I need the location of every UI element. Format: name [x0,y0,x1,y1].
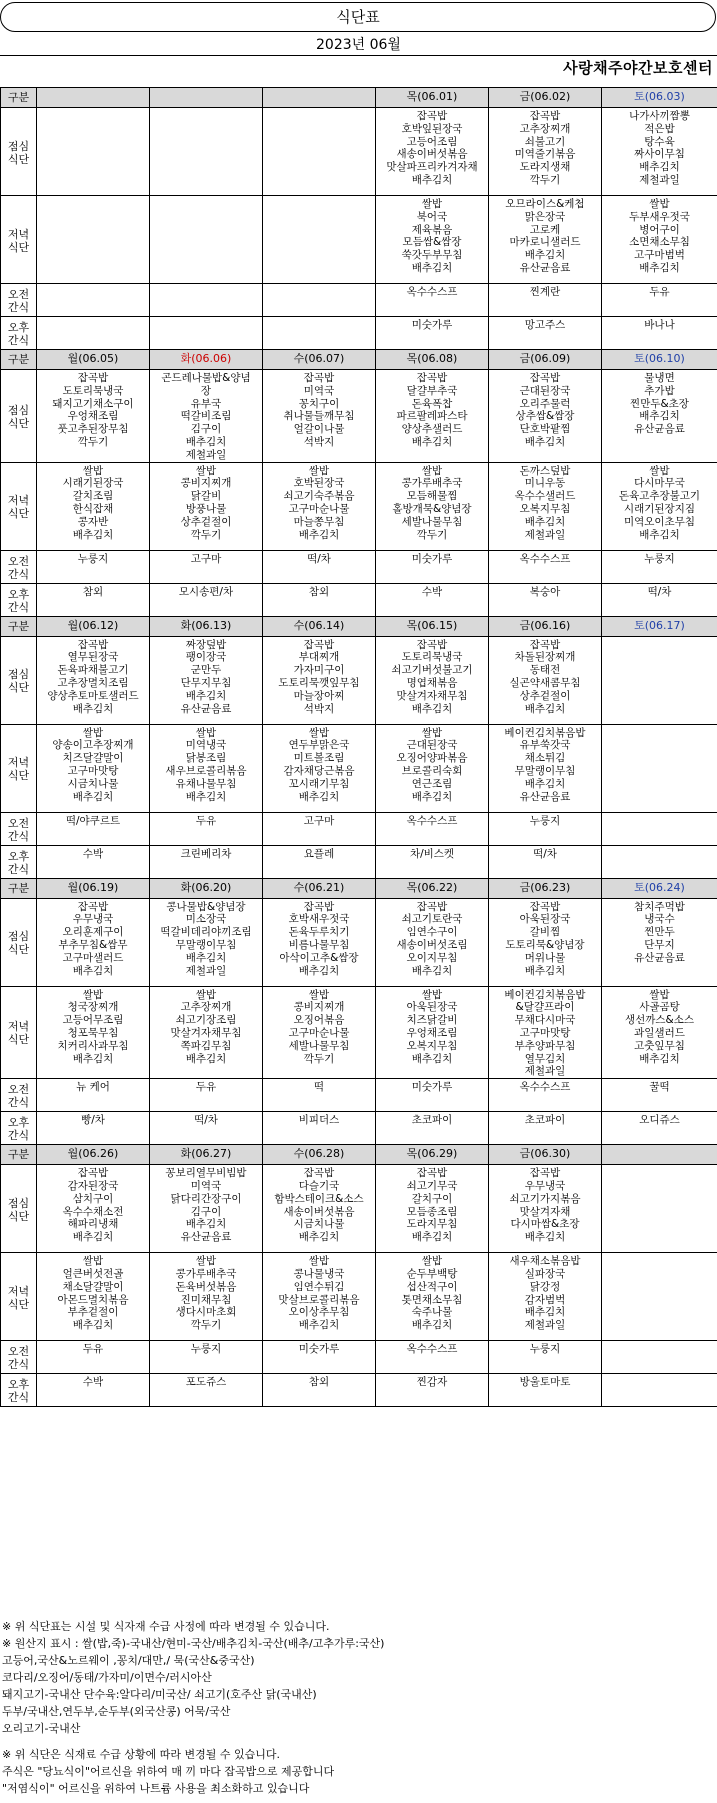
dinner-cell: 쌀밥 콩가루배추국 모듬해물찜 홀방개묵&양념장 세발나물무침 깍두기 [376,462,489,550]
pm-snack-cell: 요플레 [263,845,376,878]
week-4-dinner-row [1,986,717,1079]
day-header: 토(06.03) [602,88,717,108]
lunch-cell: 잡곡밥 도토리묵냉국 돼지고기채소구이 우엉채조림 풋고추된장무침 깍두기 [37,370,150,463]
pm-snack-cell: 초코파이 [489,1112,602,1145]
pm-snack-cell [602,1374,717,1407]
dinner-cell: 쌀밥 두부새우젓국 병어구이 소면채소무침 고구마범벅 배추김치 [602,196,717,284]
day-header: 금(06.16) [489,616,602,636]
am-snack-cell [602,1341,717,1374]
pm-snack-cell: 수박 [37,1374,150,1407]
dinner-cell [150,196,263,284]
lunch-cell: 잡곡밥 달걀부추국 돈육폭찹 파르팔레파스타 양상추샐러드 배추김치 [376,370,489,463]
pm-snack-cell: 오디쥬스 [602,1112,717,1145]
day-header: 목(06.22) [376,878,489,898]
day-header: 화(06.27) [150,1145,263,1165]
lunch-cell: 물냉면 추가밥 찐만두&초장 배추김치 유산균음료 [602,370,717,463]
pm-snack-cell: 비피더스 [263,1112,376,1145]
week-5-dinner-row [1,1253,717,1341]
week-1-days-row [1,88,717,108]
am-snack-cell: 누룽지 [150,1341,263,1374]
dinner-cell: 쌀밥 미역냉국 닭봉조림 새우브로콜리볶음 유채나물무침 배추김치 [150,724,263,812]
dinner-cell: 쌀밥 다시마무국 돈육고추장불고기 시래기된장지짐 미역오이초무침 배추김치 [602,462,717,550]
row-label: 오후 간식 [1,583,37,616]
lunch-cell: 곤드레나물밥&양념 장 유부국 떡갈비조림 김구이 배추김치 제철과일 [150,370,263,463]
footnote-origin-tofu: 두부/국내산,연두부,순두부(외국산콩) 어묵/국산 [2,1705,231,1718]
lunch-cell [602,1165,717,1253]
day-header: 수(06.28) [263,1145,376,1165]
am-snack-cell: 누룽지 [489,812,602,845]
pm-snack-cell: 초코파이 [376,1112,489,1145]
week-4-lunch-row [1,898,717,986]
lunch-cell: 잡곡밥 도토리묵냉국 쇠고기버섯불고기 명엽채볶음 맛살겨자채무침 배추김치 [376,636,489,724]
lunch-cell: 콩나물밥&양념장 미소장국 떡갈비데리야끼조림 무말랭이무침 배추김치 제철과일 [150,898,263,986]
dinner-cell: 쌀밥 순두부백탕 섭산적구이 톳면채소무침 숙주나물 배추김치 [376,1253,489,1341]
pm-snack-cell: 떡/차 [150,1112,263,1145]
day-header: 목(06.29) [376,1145,489,1165]
footnote-low-sodium: "저염식이" 어르신을 위하여 나트륨 사용을 최소화하고 있습니다 [2,1782,310,1795]
pm-snack-cell: 복숭아 [489,583,602,616]
am-snack-cell: 떡 [263,1079,376,1112]
lunch-cell [37,108,150,196]
dinner-cell: 쌀밥 콩비지찌개 오징어볶음 고구마순나물 세발나물무침 깍두기 [263,986,376,1079]
row-label: 저녁 식단 [1,462,37,550]
dinner-cell: 쌀밥 근대된장국 오징어양파볶음 브로콜리숙회 연근조림 배추김치 [376,724,489,812]
week-1-lunch-row [1,108,717,196]
day-header: 월(06.05) [37,350,150,370]
am-snack-cell: 두유 [37,1341,150,1374]
dinner-cell: 쌀밥 콩가루배추국 돈육버섯볶음 진미채무침 생다시마초회 깍두기 [150,1253,263,1341]
row-label: 오전 간식 [1,550,37,583]
page-title: 식단표 [0,2,716,32]
day-header: 화(06.20) [150,878,263,898]
am-snack-cell: 미숫가루 [376,550,489,583]
day-header [150,88,263,108]
row-label: 점심 식단 [1,108,37,196]
lunch-cell: 꽁보리열무비빔밥 미역국 닭다리간장구이 김구이 배추김치 유산균음료 [150,1165,263,1253]
row-label: 구분 [1,350,37,370]
row-label: 오전 간식 [1,1079,37,1112]
day-header [602,1145,717,1165]
am-snack-cell: 옥수수스프 [376,284,489,317]
lunch-cell: 잡곡밥 다슬기국 함박스테이크&소스 새송이버섯볶음 시금치나물 배추김치 [263,1165,376,1253]
day-header: 목(06.15) [376,616,489,636]
pm-snack-cell: 참외 [37,583,150,616]
footnote-diabetic: 주식은 "당뇨식이"어르신을 위하여 매 끼 마다 잡곡밥으로 제공합니다 [2,1765,335,1778]
pm-snack-cell: 방울토마토 [489,1374,602,1407]
dinner-cell [602,724,717,812]
row-label: 오전 간식 [1,284,37,317]
row-label: 저녁 식단 [1,986,37,1079]
day-header: 월(06.12) [37,616,150,636]
row-label: 오후 간식 [1,1112,37,1145]
lunch-cell: 잡곡밥 아욱된장국 갈비찜 도토리묵&양념장 머위나물 배추김치 [489,898,602,986]
am-snack-cell: 떡/야쿠르트 [37,812,150,845]
row-label: 점심 식단 [1,898,37,986]
week-3-lunch-row [1,636,717,724]
lunch-cell: 잡곡밥 고추장찌개 쇠불고기 미역줄기볶음 도라지생채 깍두기 [489,108,602,196]
dinner-cell: 쌀밥 콩나물냉국 임연수튀김 맛살브로콜리볶음 오이상추무침 배추김치 [263,1253,376,1341]
dinner-cell [37,196,150,284]
pm-snack-cell: 크린베리차 [150,845,263,878]
row-label: 구분 [1,1145,37,1165]
row-label: 구분 [1,88,37,108]
am-snack-cell: 찐계란 [489,284,602,317]
pm-snack-cell: 수박 [37,845,150,878]
dinner-cell: 쌀밥 콩비지찌개 닭갈비 방풍나물 상추겉절이 깍두기 [150,462,263,550]
dinner-cell: 쌀밥 호박된장국 쇠고기숙주볶음 고구마순나물 마늘쫑무침 배추김치 [263,462,376,550]
row-label: 저녁 식단 [1,724,37,812]
center-name: 사랑채주야간보호센터 [563,59,713,77]
week-3-days-row [1,616,717,636]
lunch-cell: 잡곡밥 우무냉국 쇠고기가지볶음 맛살겨자채 다시마쌈&초장 배추김치 [489,1165,602,1253]
footnote-origin: ※ 원산지 표시 : 쌀(밥,죽)-국내산/현미-국산/배추김치-국산(배추/고추가루:국산) [2,1637,385,1650]
pm-snack-cell: 모시송편/차 [150,583,263,616]
am-snack-cell: 뉴 케어 [37,1079,150,1112]
am-snack-cell: 미숫가루 [263,1341,376,1374]
lunch-cell: 잡곡밥 열무된장국 돈육파채불고기 고추장멸치조림 양상추토마토샐러드 배추김치 [37,636,150,724]
pm-snack-cell: 수박 [376,583,489,616]
am-snack-cell: 꿀떡 [602,1079,717,1112]
week-2-lunch-row [1,370,717,463]
dinner-cell: 베이컨김치볶음밥 &달걀프라이 무채다시마국 고구마맛탕 부추양파무침 열무김치 제철과일 [489,986,602,1079]
am-snack-cell: 두유 [602,284,717,317]
week-4-am_snack-row [1,1079,717,1112]
week-5-days-row [1,1145,717,1165]
week-5-lunch-row [1,1165,717,1253]
week-1-pm_snack-row [1,317,717,350]
dinner-cell: 오므라이스&케첩 맑은장국 고로케 마카로니샐러드 배추김치 유산균음료 [489,196,602,284]
footnote-change: ※ 위 식단표는 시설 및 식자재 수급 사정에 따라 변경될 수 있습니다. [2,1620,330,1633]
day-header: 토(06.24) [602,878,717,898]
pm-snack-cell: 찐감자 [376,1374,489,1407]
week-1-dinner-row [1,196,717,284]
am-snack-cell: 누룽지 [602,550,717,583]
pm-snack-cell: 참외 [263,583,376,616]
am-snack-cell: 옥수수스프 [489,550,602,583]
row-label: 저녁 식단 [1,1253,37,1341]
dinner-cell: 새우채소볶음밥 실파장국 닭강정 감자범벅 배추김치 제철과일 [489,1253,602,1341]
week-5-am_snack-row [1,1341,717,1374]
week-2-days-row [1,350,717,370]
day-header: 목(06.08) [376,350,489,370]
am-snack-cell: 두유 [150,1079,263,1112]
lunch-cell: 잡곡밥 호박잎된장국 고등어조림 새송이버섯볶음 맛살파프리카겨자채 배추김치 [376,108,489,196]
lunch-cell: 잡곡밥 근대된장국 오리주물럭 상추쌈&쌈장 단호박팥찜 배추김치 [489,370,602,463]
lunch-cell: 잡곡밥 호박새우젓국 돈육두루치기 비름나물무침 아삭이고추&쌈장 배추김치 [263,898,376,986]
pm-snack-cell [150,317,263,350]
dinner-cell: 쌀밥 사골곰탕 생선까스&소스 과일샐러드 고춧잎무침 배추김치 [602,986,717,1079]
day-header: 수(06.21) [263,878,376,898]
row-label: 오후 간식 [1,1374,37,1407]
am-snack-cell [263,284,376,317]
lunch-cell: 잡곡밥 차돌된장찌개 동태전 실곤약새콤무침 상추겉절이 배추김치 [489,636,602,724]
row-label: 점심 식단 [1,370,37,463]
row-label: 오후 간식 [1,317,37,350]
footnote-origin-meat: 돼지고기-국내산 단수육:알다리/미국산/ 쇠고기(호주산 닭(국내산) [2,1688,317,1701]
day-header: 월(06.19) [37,878,150,898]
week-2-am_snack-row [1,550,717,583]
week-4-pm_snack-row [1,1112,717,1145]
am-snack-cell: 옥수수스프 [376,812,489,845]
day-header: 토(06.10) [602,350,717,370]
day-header: 목(06.01) [376,88,489,108]
row-label: 오전 간식 [1,812,37,845]
lunch-cell: 잡곡밥 감자된장국 삼치구이 옥수수채소전 해파리냉채 배추김치 [37,1165,150,1253]
lunch-cell [150,108,263,196]
week-3-pm_snack-row [1,845,717,878]
row-label: 구분 [1,616,37,636]
am-snack-cell: 옥수수스프 [489,1079,602,1112]
lunch-cell: 짜장덮밥 팽이장국 군만두 단무지무침 배추김치 유산균음료 [150,636,263,724]
day-header: 화(06.13) [150,616,263,636]
footnote-origin-seafood: 코다리/오징어/동태/가자미/이면수/러시아산 [2,1671,212,1684]
week-4-days-row [1,878,717,898]
lunch-cell: 잡곡밥 쇠고기무국 갈치구이 모듬종조림 도라지무침 배추김치 [376,1165,489,1253]
pm-snack-cell: 바나나 [602,317,717,350]
row-label: 오후 간식 [1,845,37,878]
dinner-cell: 쌀밥 연두부맑은국 미트볼조림 감자채당근볶음 꼬시래기무침 배추김치 [263,724,376,812]
row-label: 구분 [1,878,37,898]
lunch-cell: 잡곡밥 우무냉국 오리훈제구이 부추무침&쌈무 고구마샐러드 배추김치 [37,898,150,986]
am-snack-cell [602,812,717,845]
pm-snack-cell: 미숫가루 [376,317,489,350]
week-2-dinner-row [1,462,717,550]
am-snack-cell [150,284,263,317]
day-header: 금(06.30) [489,1145,602,1165]
am-snack-cell: 고구마 [150,550,263,583]
dinner-cell [263,196,376,284]
am-snack-cell: 고구마 [263,812,376,845]
pm-snack-cell [37,317,150,350]
row-label: 저녁 식단 [1,196,37,284]
footnote-supply: ※ 위 식단은 식재료 수급 상황에 따라 변경될 수 있습니다. [2,1748,280,1761]
day-header: 토(06.17) [602,616,717,636]
lunch-cell [263,108,376,196]
pm-snack-cell: 빵/차 [37,1112,150,1145]
week-2-pm_snack-row [1,583,717,616]
pm-snack-cell [602,845,717,878]
day-header [37,88,150,108]
day-header: 금(06.23) [489,878,602,898]
row-label: 오전 간식 [1,1341,37,1374]
lunch-cell: 잡곡밥 부대찌개 가자미구이 도토리묵깻잎무침 마늘장아찌 석박지 [263,636,376,724]
footnote-origin-duck: 오리고기-국내산 [2,1722,81,1735]
dinner-cell: 베이컨김치볶음밥 유부쑥갓국 채소튀김 무말랭이무침 배추김치 유산균음료 [489,724,602,812]
am-snack-cell [37,284,150,317]
day-header: 금(06.09) [489,350,602,370]
dinner-cell: 쌀밥 얼큰버섯전골 채소달걀말이 아몬드멸치볶음 부추겉절이 배추김치 [37,1253,150,1341]
pm-snack-cell: 떡/차 [489,845,602,878]
pm-snack-cell: 포도쥬스 [150,1374,263,1407]
dinner-cell [602,1253,717,1341]
lunch-cell: 참치주먹밥 냉국수 찐만두 단무지 유산균음료 [602,898,717,986]
week-5-pm_snack-row [1,1374,717,1407]
dinner-cell: 돈까스덮밥 미니우동 옥수수샐러드 오복지무침 배추김치 제철과일 [489,462,602,550]
week-1-am_snack-row [1,284,717,317]
lunch-cell: 나가사끼짬뽕 적은밥 탕수육 짜사이무침 배추김치 제철과일 [602,108,717,196]
lunch-cell [602,636,717,724]
am-snack-cell: 누룽지 [489,1341,602,1374]
day-header: 금(06.02) [489,88,602,108]
row-label: 점심 식단 [1,1165,37,1253]
week-3-am_snack-row [1,812,717,845]
am-snack-cell: 미숫가루 [376,1079,489,1112]
pm-snack-cell: 차/비스켓 [376,845,489,878]
month-label: 2023년 06월 [0,34,717,56]
dinner-cell: 쌀밥 양송이고추장찌개 치즈달걀말이 고구마맛탕 시금치나물 배추김치 [37,724,150,812]
pm-snack-cell: 떡/차 [602,583,717,616]
dinner-cell: 쌀밥 시래기된장국 갈치조림 한식잡채 콩자반 배추김치 [37,462,150,550]
lunch-cell: 잡곡밥 쇠고기토란국 임연수구이 새송이버섯조림 오이지무침 배추김치 [376,898,489,986]
day-header: 수(06.07) [263,350,376,370]
row-label: 점심 식단 [1,636,37,724]
day-header: 화(06.06) [150,350,263,370]
week-3-dinner-row [1,724,717,812]
dinner-cell: 쌀밥 아욱된장국 치즈닭갈비 우엉채조림 오복지무침 배추김치 [376,986,489,1079]
day-header: 월(06.26) [37,1145,150,1165]
dinner-cell: 쌀밥 고추장찌개 쇠고기장조림 맛살겨자채무침 쪽파김무침 배추김치 [150,986,263,1079]
day-header: 수(06.14) [263,616,376,636]
lunch-cell: 잡곡밥 미역국 꽁치구이 취나물들깨무침 얼갈이나물 석박지 [263,370,376,463]
pm-snack-cell [263,317,376,350]
am-snack-cell: 누룽지 [37,550,150,583]
meal-plan-table [0,87,717,1407]
pm-snack-cell: 참외 [263,1374,376,1407]
dinner-cell: 쌀밥 청국장찌개 고등어무조림 청포묵무침 치커리사과무침 배추김치 [37,986,150,1079]
pm-snack-cell: 망고주스 [489,317,602,350]
am-snack-cell: 옥수수스프 [376,1341,489,1374]
am-snack-cell: 두유 [150,812,263,845]
dinner-cell: 쌀밥 북어국 제육볶음 모듬쌈&쌈장 쑥갓두부무침 배추김치 [376,196,489,284]
day-header [263,88,376,108]
am-snack-cell: 떡/차 [263,550,376,583]
footnote-origin-fish: 고등어,국산&노르웨이 ,꽁치/대만,/ 묵(국산&중국산) [2,1654,255,1667]
